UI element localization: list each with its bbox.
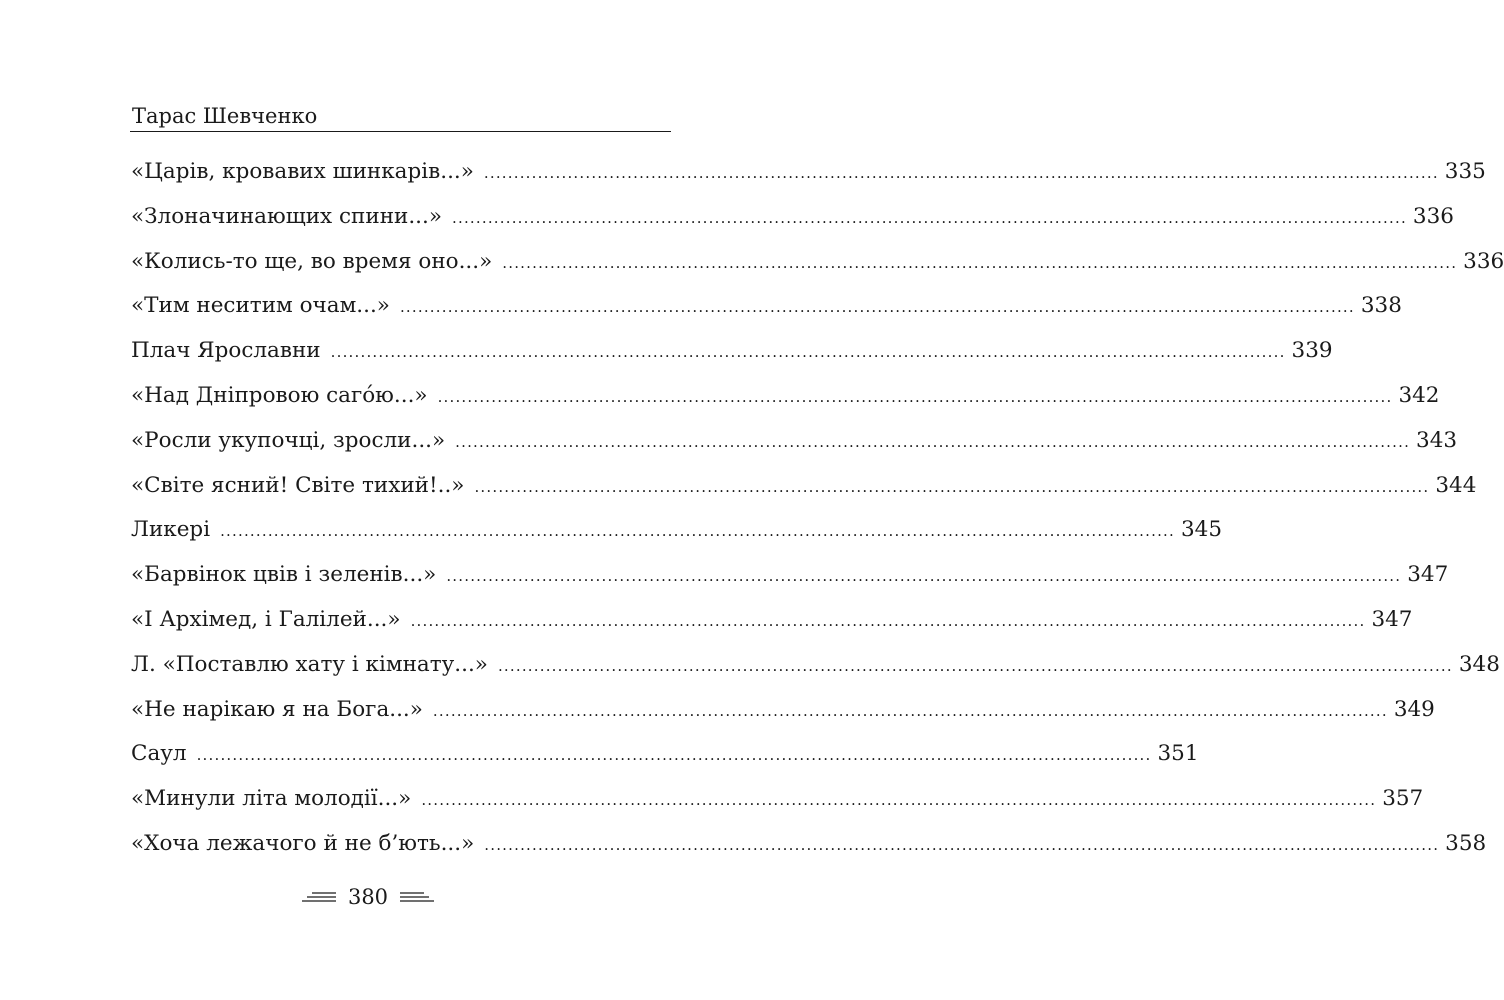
toc-entry-page: 336	[1412, 203, 1454, 229]
dot-leader: ................................................................................................................................................................	[497, 656, 1453, 675]
page-number: 380	[347, 885, 389, 909]
toc-entry-page: 358	[1445, 830, 1487, 856]
dot-leader: ................................................................................................................................................................	[483, 164, 1439, 182]
toc-entry	[131, 605, 1413, 650]
toc-entry-title: «Хоча лежачого й не б’ють...»	[131, 830, 475, 856]
dot-leader: ................................................................................................................................................................	[474, 477, 1430, 496]
toc-entry	[131, 336, 1333, 381]
toc-entry	[131, 381, 1440, 426]
toc-entry-page: 336	[1463, 248, 1504, 274]
toc-entry	[131, 515, 1223, 560]
toc-entry-page: 349	[1393, 696, 1435, 722]
dot-leader: ................................................................................................................................................................	[330, 343, 1286, 362]
dot-leader: ................................................................................................................................................................	[421, 791, 1377, 810]
dot-leader: ................................................................................................................................................................	[446, 567, 1402, 586]
dot-leader: ................................................................................................................................................................	[455, 432, 1411, 451]
toc-entry-page: 348	[1458, 651, 1500, 677]
toc-entry-page: 345	[1180, 517, 1223, 543]
toc-entry-page: 343	[1416, 427, 1458, 453]
toc-entry	[131, 739, 1199, 784]
triple-line-ornament-icon	[302, 890, 336, 904]
toc-entry-title: «Злоначинающих спини...»	[131, 203, 443, 229]
toc-entry-page: 335	[1444, 159, 1486, 184]
toc-entry	[131, 560, 1449, 605]
toc-entry	[131, 291, 1402, 336]
toc-entry-page: 347	[1371, 606, 1413, 632]
toc-entry	[131, 650, 1500, 695]
toc-entry-title: «Росли укупочці, зросли...»	[131, 427, 446, 453]
toc-entry-title: «Не нарікаю я на Бога...»	[131, 696, 423, 722]
toc-entry-title: «Колись-то ще, во время оно...»	[131, 248, 493, 274]
toc-entry	[131, 829, 1487, 874]
toc-entry-page: 342	[1398, 382, 1440, 408]
toc-entry	[131, 471, 1477, 516]
toc-entry-page: 351	[1157, 741, 1199, 767]
toc-entry-title: Л. «Поставлю хату і кімнату...»	[131, 651, 488, 677]
toc-entry-page: 339	[1291, 338, 1333, 364]
toc-entry-title: «Тим неситим очам...»	[131, 293, 390, 319]
table-of-contents	[131, 157, 1504, 874]
toc-entry	[131, 784, 1424, 829]
dot-leader: ................................................................................................................................................................	[410, 611, 1366, 630]
toc-entry-title: Ликері	[131, 517, 211, 543]
toc-entry-page: 347	[1407, 562, 1449, 588]
dot-leader: ................................................................................................................................................................	[220, 522, 1175, 541]
dot-leader: ................................................................................................................................................................	[196, 746, 1152, 765]
toc-entry-page: 357	[1382, 786, 1424, 812]
running-head: Тарас Шевченко	[132, 104, 318, 128]
toc-entry	[131, 202, 1454, 247]
dot-leader: ................................................................................................................................................................	[484, 835, 1440, 854]
triple-line-ornament-icon	[400, 890, 434, 904]
toc-entry-title: «Над Дніпровою саго́ю...»	[131, 382, 428, 408]
dot-leader: ................................................................................................................................................................	[452, 208, 1407, 227]
toc-entry-title: «Минули літа молодії...»	[131, 786, 412, 812]
toc-entry-title: «Барвінок цвів і зеленів...»	[131, 562, 437, 588]
dot-leader: ................................................................................................................................................................	[437, 387, 1393, 406]
page-footer	[0, 884, 736, 910]
dot-leader: ................................................................................................................................................................	[432, 701, 1388, 720]
toc-entry-title: «Царів, кровавих шинкарів...»	[131, 159, 474, 184]
toc-entry-title: «І Архімед, і Галілей...»	[131, 606, 401, 632]
toc-entry	[131, 426, 1458, 471]
toc-entry-title: Саул	[131, 741, 187, 767]
toc-entry-page: 344	[1435, 472, 1477, 498]
toc-entry-title: Плач Ярославни	[131, 338, 321, 364]
dot-leader: ................................................................................................................................................................	[399, 298, 1355, 317]
toc-entry-title: «Світе ясний! Світе тихий!..»	[131, 472, 465, 498]
toc-entry	[131, 247, 1504, 292]
dot-leader: ................................................................................................................................................................	[502, 253, 1458, 272]
toc-entry	[131, 157, 1486, 202]
header-rule	[130, 131, 671, 132]
toc-entry-page: 338	[1360, 293, 1402, 319]
toc-entry	[131, 695, 1435, 740]
